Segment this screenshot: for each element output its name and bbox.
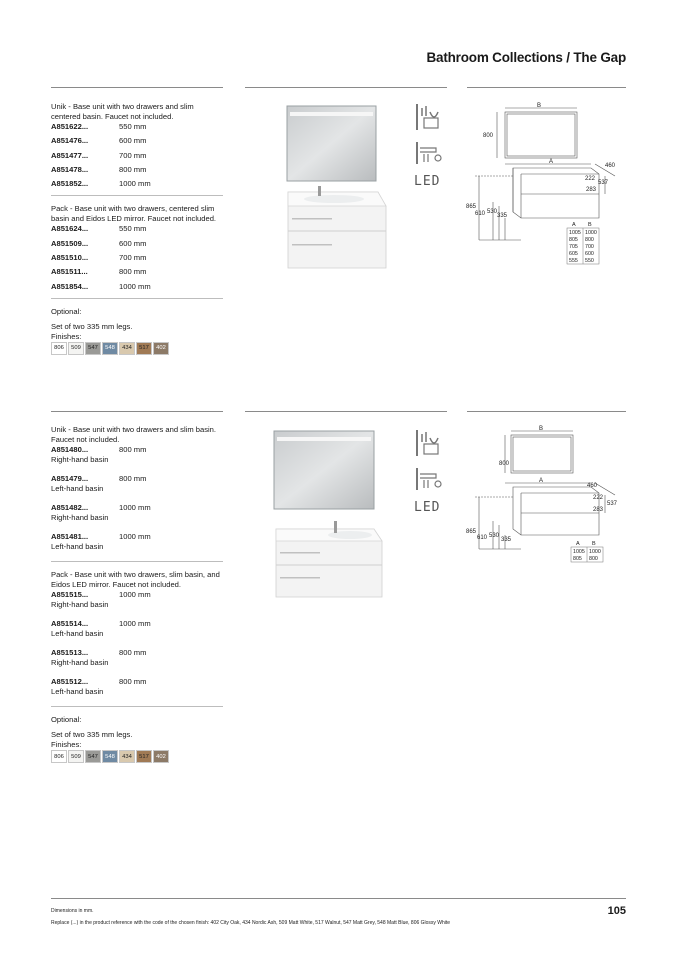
dim-460: 460 [605, 163, 616, 169]
reference-row [51, 253, 223, 267]
dim-335: 335 [497, 213, 508, 219]
dim-b: B [539, 426, 544, 432]
finish-swatch-402: 402 [153, 750, 169, 763]
reference-code: A851852... [51, 179, 89, 189]
section1-block2-intro: Pack - Base unit with two drawers, centered slim basin and Eidos LED mirror. Faucet not included. [51, 204, 217, 224]
section2-feature-icons [414, 428, 448, 523]
product-image-side-basin [270, 425, 400, 600]
reference-size: 800 mm [119, 474, 147, 483]
product-reference [51, 253, 223, 267]
reference-size: 800 mm [119, 267, 147, 277]
divider [51, 298, 223, 299]
wall-mount-icon [414, 466, 444, 492]
dim-a: A [539, 478, 544, 484]
table-cell: 555 [569, 258, 578, 264]
reference-size: 700 mm [119, 150, 147, 160]
product-reference [51, 503, 223, 523]
reference-row [51, 590, 223, 600]
table-cell: 800 [589, 556, 598, 562]
reference-row [51, 532, 223, 542]
led-icon: LED [414, 500, 441, 515]
product-reference [51, 282, 223, 296]
reference-code: A851482... [51, 503, 89, 512]
dim-530: 530 [489, 533, 500, 539]
dim-222: 222 [585, 176, 596, 182]
dim-610: 610 [477, 535, 488, 541]
section1-rule-right [467, 87, 626, 88]
reference-row [51, 224, 223, 238]
table-header: B [592, 541, 596, 547]
finish-swatch-547: 547 [85, 750, 101, 763]
reference-code: A851478... [51, 164, 89, 174]
optional-label: Optional: [51, 306, 82, 316]
dim-283: 283 [593, 507, 604, 513]
finishes-label: Finishes: [51, 331, 82, 341]
product-reference [51, 136, 223, 150]
finish-swatches [51, 342, 223, 355]
reference-size: 1000 mm [119, 281, 151, 291]
table-cell: 1005 [569, 230, 581, 236]
led-icon: LED [414, 174, 441, 189]
finish-swatch-509: 509 [68, 750, 84, 763]
finish-swatch-434: 434 [119, 342, 135, 355]
table-cell: 1000 [585, 230, 597, 236]
table-cell: 700 [585, 244, 594, 250]
section2-rule-mid [245, 411, 447, 412]
reference-code: A851510... [51, 253, 89, 263]
reference-code: A851514... [51, 619, 89, 628]
section2-rule-left [51, 411, 223, 412]
dim-283: 283 [586, 187, 597, 193]
product-reference [51, 224, 223, 238]
dim-530: 530 [487, 209, 498, 215]
reference-code: A851481... [51, 532, 89, 541]
optional-label: Optional: [51, 715, 82, 724]
reference-code: A851511... [51, 267, 88, 277]
product-reference [51, 619, 223, 639]
dim-222: 222 [593, 495, 604, 501]
section1-text [51, 102, 223, 355]
reference-size: 700 mm [119, 253, 147, 263]
section1-feature-icons [414, 102, 448, 197]
product-reference [51, 267, 223, 281]
divider [51, 195, 223, 196]
dim-460: 460 [587, 483, 598, 489]
finish-swatch-806: 806 [51, 342, 67, 355]
section2-rule-right [467, 411, 626, 412]
finish-swatch-509: 509 [68, 342, 84, 355]
reference-row [51, 179, 223, 193]
reference-code: A851479... [51, 474, 89, 483]
section1-technical-drawing [465, 100, 625, 275]
product-reference [51, 532, 223, 552]
dim-865: 865 [466, 529, 477, 535]
reference-row [51, 267, 223, 281]
footer-rule [51, 898, 626, 899]
reference-code: A851513... [51, 648, 89, 657]
product-reference [51, 648, 223, 668]
section2-block2-list [51, 590, 223, 697]
basin-side-note: Left-hand basin [51, 629, 104, 638]
faucet [334, 521, 337, 533]
finish-swatch-547: 547 [85, 342, 101, 355]
product-reference [51, 445, 223, 465]
table-cell: 1000 [589, 549, 601, 555]
page-number: 105 [607, 905, 626, 917]
section1-rule-mid [245, 87, 447, 88]
section2-technical-drawing [465, 425, 625, 575]
basin-side-note: Right-hand basin [51, 455, 109, 464]
basin-side-note: Left-hand basin [51, 484, 104, 493]
table-cell: 805 [569, 237, 578, 243]
reference-size: 1000 mm [119, 532, 151, 541]
reference-code: A851622... [51, 122, 89, 131]
table-cell: 805 [573, 556, 582, 562]
reference-code: A851476... [51, 136, 89, 146]
reference-size: 800 mm [119, 164, 147, 174]
reference-row [51, 648, 223, 658]
table-header: A [572, 222, 576, 228]
basin-side-note: Right-hand basin [51, 658, 109, 667]
product-reference [51, 165, 223, 179]
reference-row [51, 122, 223, 136]
table-cell: 600 [585, 251, 594, 257]
product-reference [51, 590, 223, 610]
section1-block1-list [51, 122, 223, 193]
footer-replace-note: Replace (...) in the product reference with the code of the chosen finish: 402 City Oak, 434 Nordic Ash, 509 Matt White, 517 Walnut, 547 Matt Grey, 548 Matt Blue, 806 Glossy White [51, 920, 451, 926]
reference-size: 800 mm [119, 648, 147, 657]
reference-size: 600 mm [119, 136, 147, 146]
product-image-centered-basin [270, 100, 400, 275]
product-reference [51, 151, 223, 165]
section2-block1-list [51, 445, 223, 552]
product-reference [51, 239, 223, 253]
basin-side-note: Left-hand basin [51, 542, 104, 551]
finish-swatch-517: 517 [136, 342, 152, 355]
reference-code: A851512... [51, 677, 89, 686]
divider [51, 706, 223, 707]
reference-row [51, 445, 223, 455]
section1-block2-list [51, 224, 223, 295]
finish-swatch-402: 402 [153, 342, 169, 355]
reference-code: A851515... [51, 590, 89, 599]
table-cell: 550 [585, 258, 594, 264]
reference-row [51, 136, 223, 150]
faucet [318, 186, 321, 196]
reference-row [51, 151, 223, 165]
dim-537: 537 [598, 180, 609, 186]
section2-text [51, 425, 223, 763]
dim-335: 335 [501, 537, 512, 543]
optional-text: Set of two 335 mm legs. [51, 321, 133, 331]
dim-800: 800 [483, 133, 494, 139]
reference-size: 1000 mm [119, 179, 151, 189]
finish-swatches [51, 750, 223, 763]
dim-a: A [549, 159, 554, 165]
reference-code: A851477... [51, 150, 89, 160]
table-cell: 1005 [573, 549, 585, 555]
dim-865: 865 [466, 204, 477, 210]
table-header: B [588, 222, 592, 228]
basin-side-note: Right-hand basin [51, 600, 109, 609]
optional-text: Set of two 335 mm legs. [51, 730, 133, 739]
finish-swatch-434: 434 [119, 750, 135, 763]
dim-610: 610 [475, 211, 486, 217]
reference-size: 550 mm [119, 224, 147, 234]
reference-code: A851509... [51, 238, 89, 248]
table-header: A [576, 541, 580, 547]
reference-size: 550 mm [119, 122, 147, 131]
wall-mount-icon [414, 140, 444, 166]
finish-swatch-548: 548 [102, 750, 118, 763]
reference-size: 1000 mm [119, 619, 151, 628]
product-reference [51, 677, 223, 697]
table-cell: 705 [569, 244, 578, 250]
section2-block1-intro: Unik - Base unit with two drawers and slim basin. Faucet not included. [51, 425, 217, 444]
reference-size: 800 mm [119, 677, 147, 686]
finish-swatch-806: 806 [51, 750, 67, 763]
footer-dimensions-note: Dimensions in mm. [51, 908, 94, 914]
reference-size: 600 mm [119, 238, 147, 248]
finishes-label: Finishes: [51, 740, 82, 749]
mirror [274, 431, 374, 509]
divider [51, 561, 223, 562]
product-reference [51, 474, 223, 494]
section2-block2-intro: Pack - Base unit with two drawers, slim basin, and Eidos LED mirror. Faucet not included. [51, 570, 220, 589]
dim-b: B [537, 103, 542, 109]
reference-row [51, 239, 223, 253]
basin-faucet-icon [414, 428, 444, 458]
reference-row [51, 503, 223, 513]
table-cell: 800 [585, 237, 594, 243]
reference-row [51, 474, 223, 484]
reference-row [51, 619, 223, 629]
basin-side-note: Left-hand basin [51, 687, 104, 696]
reference-size: 1000 mm [119, 503, 151, 512]
reference-size: 800 mm [119, 445, 147, 454]
reference-row [51, 677, 223, 687]
finish-swatch-548: 548 [102, 342, 118, 355]
basin-faucet-icon [414, 102, 444, 132]
reference-code: A851854... [51, 281, 89, 291]
section1-rule-left [51, 87, 223, 88]
section1-block1-intro: Unik - Base unit with two drawers and slim centered basin. Faucet not included. [51, 102, 194, 121]
product-reference [51, 179, 223, 193]
dim-537: 537 [607, 501, 618, 507]
reference-row [51, 282, 223, 296]
reference-row [51, 165, 223, 179]
product-reference [51, 122, 223, 136]
table-cell: 605 [569, 251, 578, 257]
basin-side-note: Right-hand basin [51, 513, 109, 522]
reference-code: A851480... [51, 445, 89, 454]
finish-swatch-517: 517 [136, 750, 152, 763]
dim-800: 800 [499, 461, 510, 467]
reference-code: A851624... [51, 224, 89, 234]
mirror [287, 106, 376, 181]
page-title: Bathroom Collections / The Gap [426, 50, 626, 65]
reference-size: 1000 mm [119, 590, 151, 599]
